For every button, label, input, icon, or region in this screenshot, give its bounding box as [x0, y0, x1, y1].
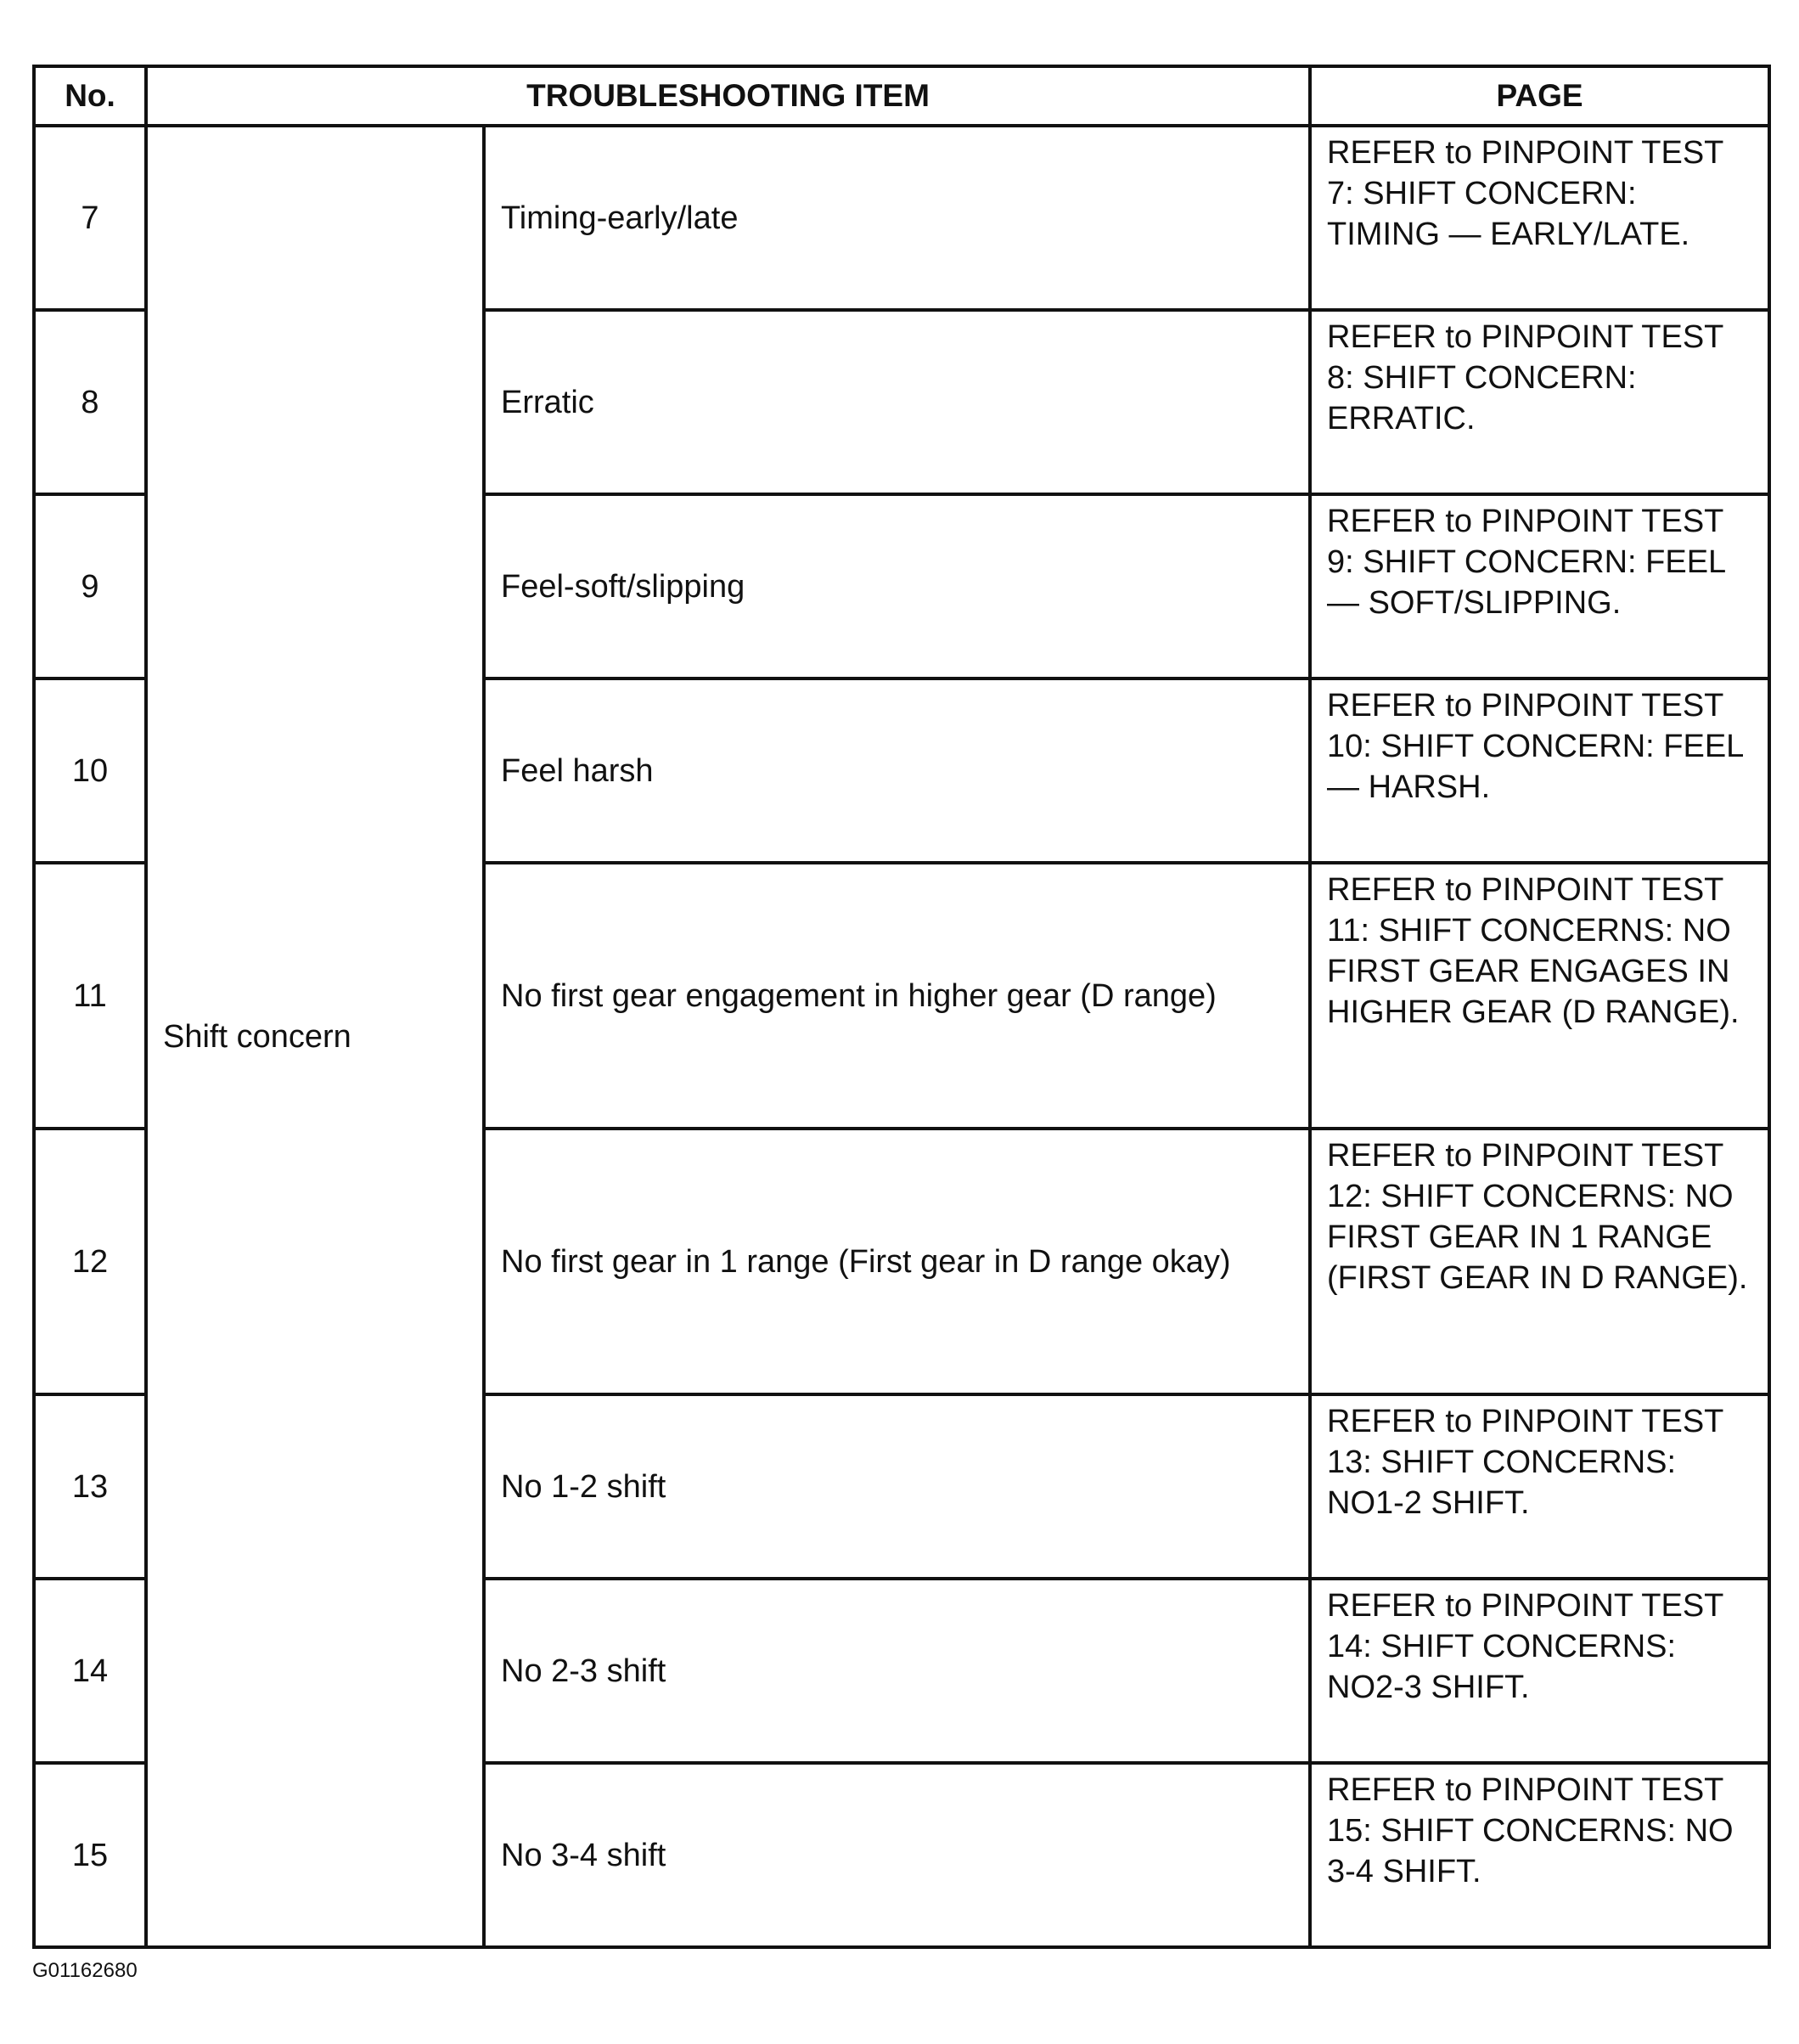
troubleshooting-item: Feel-soft/slipping — [484, 494, 1310, 679]
row-number: 8 — [34, 310, 146, 494]
page-reference: REFER to PINPOINT TEST 11: SHIFT CONCERNS: NO FIRST GEAR ENGAGES IN HIGHER GEAR (D RANGE). — [1310, 863, 1769, 1129]
row-number: 9 — [34, 494, 146, 679]
page-reference: REFER to PINPOINT TEST 9: SHIFT CONCERN: FEEL — SOFT/SLIPPING. — [1310, 494, 1769, 679]
page-reference: REFER to PINPOINT TEST 12: SHIFT CONCERNS: NO FIRST GEAR IN 1 RANGE (FIRST GEAR IN D RANGE). — [1310, 1129, 1769, 1394]
row-number: 10 — [34, 679, 146, 863]
troubleshooting-item: Erratic — [484, 310, 1310, 494]
row-number: 15 — [34, 1763, 146, 1947]
troubleshooting-item: No 1-2 shift — [484, 1394, 1310, 1579]
header-troubleshooting-item: TROUBLESHOOTING ITEM — [146, 66, 1310, 126]
troubleshooting-item: No first gear in 1 range (First gear in D range okay) — [484, 1129, 1310, 1394]
table-header-row — [34, 66, 1769, 126]
page-reference: REFER to PINPOINT TEST 7: SHIFT CONCERN: TIMING — EARLY/LATE. — [1310, 126, 1769, 310]
row-number: 11 — [34, 863, 146, 1129]
table-row — [34, 126, 1769, 310]
row-number: 14 — [34, 1579, 146, 1763]
troubleshooting-table — [32, 65, 1771, 1949]
page-reference: REFER to PINPOINT TEST 15: SHIFT CONCERNS: NO 3-4 SHIFT. — [1310, 1763, 1769, 1947]
row-number: 7 — [34, 126, 146, 310]
page-reference: REFER to PINPOINT TEST 13: SHIFT CONCERNS: NO1-2 SHIFT. — [1310, 1394, 1769, 1579]
troubleshooting-item: Feel harsh — [484, 679, 1310, 863]
category-cell: Shift concern — [146, 126, 484, 1947]
page-reference: REFER to PINPOINT TEST 14: SHIFT CONCERNS: NO2-3 SHIFT. — [1310, 1579, 1769, 1763]
row-number: 13 — [34, 1394, 146, 1579]
header-page: PAGE — [1310, 66, 1769, 126]
header-no: No. — [34, 66, 146, 126]
figure-id: G01162680 — [32, 1959, 138, 1982]
row-number: 12 — [34, 1129, 146, 1394]
troubleshooting-item: No 2-3 shift — [484, 1579, 1310, 1763]
page-reference: REFER to PINPOINT TEST 10: SHIFT CONCERN: FEEL — HARSH. — [1310, 679, 1769, 863]
troubleshooting-item: Timing-early/late — [484, 126, 1310, 310]
troubleshooting-item: No first gear engagement in higher gear (D range) — [484, 863, 1310, 1129]
troubleshooting-item: No 3-4 shift — [484, 1763, 1310, 1947]
page-reference: REFER to PINPOINT TEST 8: SHIFT CONCERN: ERRATIC. — [1310, 310, 1769, 494]
